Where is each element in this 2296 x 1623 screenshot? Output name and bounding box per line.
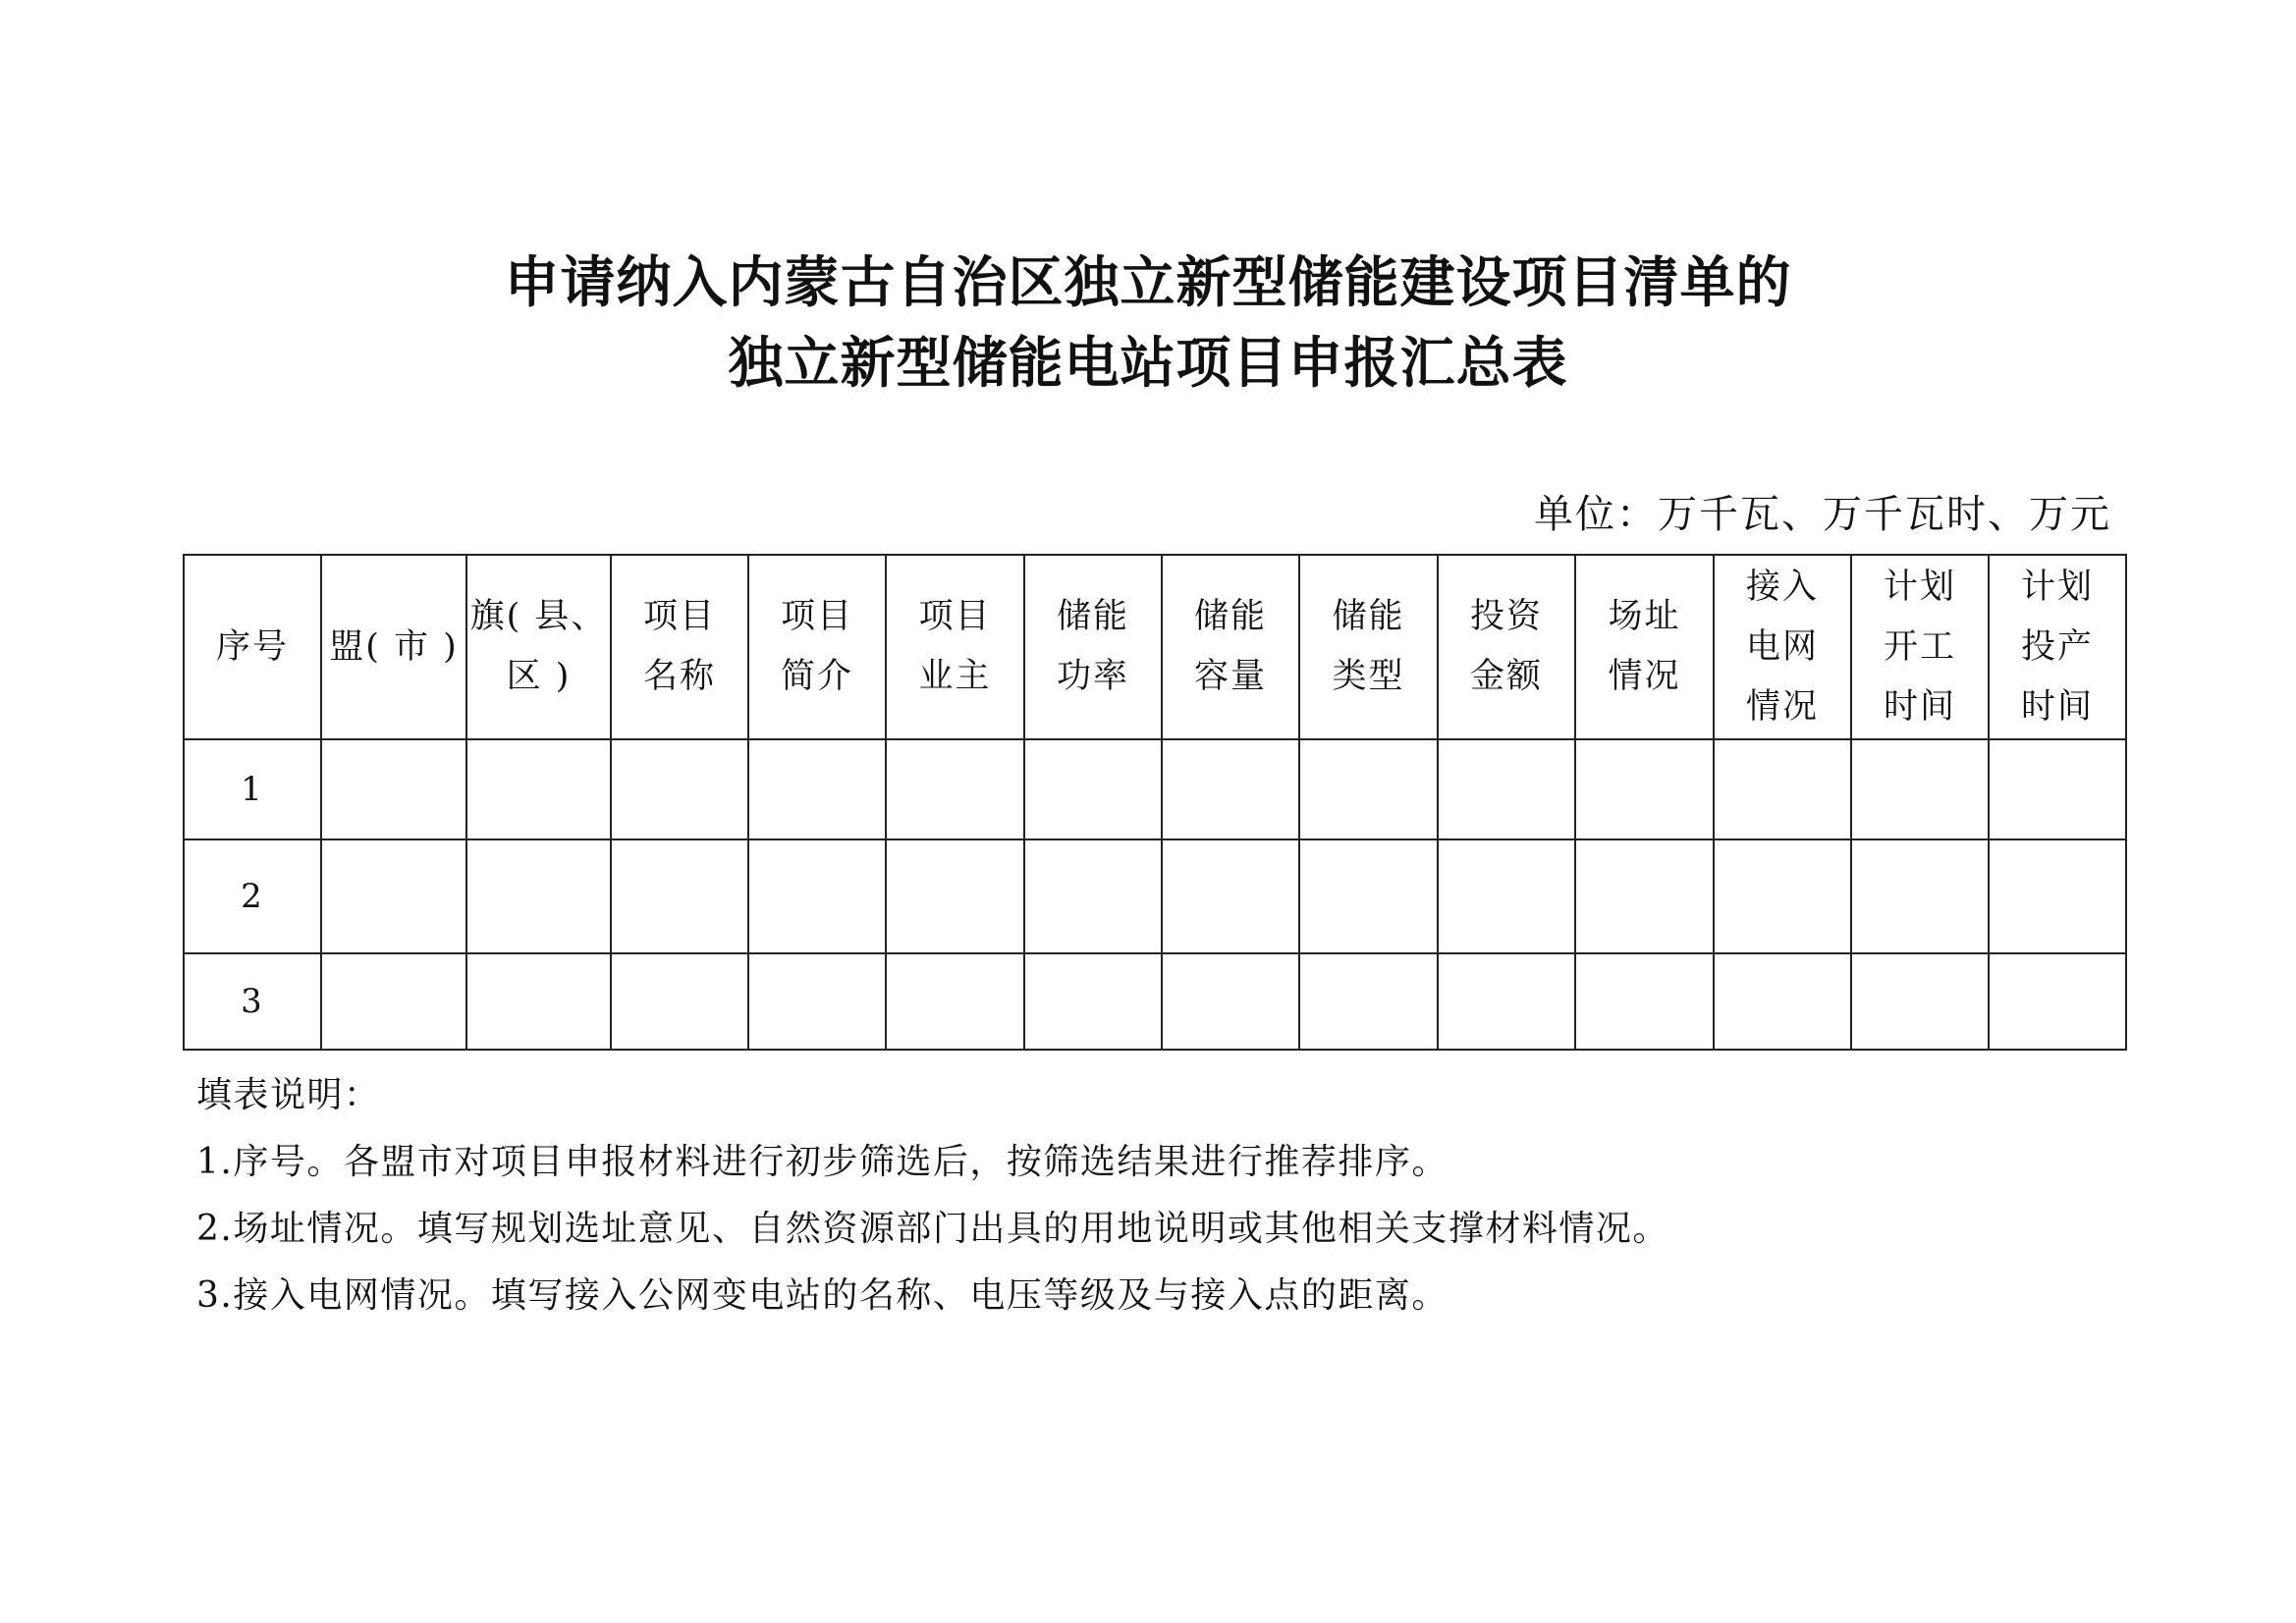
empty-cell	[1438, 739, 1575, 839]
column-header-line: 储能	[1193, 597, 1267, 636]
column-header-line: 电网	[1745, 626, 1819, 667]
column-header-label	[1057, 587, 1129, 707]
column-header-label	[329, 618, 459, 677]
column-header-line: 类型	[1332, 657, 1405, 696]
empty-cell	[1162, 839, 1299, 953]
column-header-line: 区 )	[506, 657, 572, 696]
empty-cell	[321, 739, 466, 839]
empty-cell	[1024, 953, 1162, 1050]
column-header-label	[216, 618, 289, 677]
empty-cell	[466, 739, 611, 839]
document-title	[0, 243, 2296, 405]
row-index-cell: 3	[184, 953, 321, 1050]
column-header-line: 计划	[2020, 567, 2094, 607]
note-item: 3.接入电网情况。填写接入公网变电站的名称、电压等级及与接入点的距离。	[196, 1275, 1449, 1316]
title-line-2: 独立新型储能电站项目申报汇总表	[728, 332, 1568, 396]
column-header	[886, 555, 1024, 739]
column-header-line: 接入	[1745, 567, 1819, 607]
column-header	[184, 555, 321, 739]
column-header-line: 序号	[215, 626, 289, 667]
column-header-label	[470, 587, 608, 707]
empty-cell	[1989, 953, 2126, 1050]
empty-cell	[1575, 953, 1714, 1050]
column-header	[1989, 555, 2126, 739]
empty-cell	[886, 839, 1024, 953]
column-header-label	[643, 587, 716, 707]
column-header-label	[1884, 558, 1956, 737]
title-line-1: 申请纳入内蒙古自治区独立新型储能建设项目清单的	[504, 251, 1792, 315]
column-header-label	[1470, 587, 1543, 707]
empty-cell	[611, 953, 748, 1050]
column-header-label	[1194, 587, 1267, 707]
table-row	[184, 839, 2126, 953]
empty-cell	[1851, 953, 1989, 1050]
column-header	[1575, 555, 1714, 739]
empty-cell	[1438, 953, 1575, 1050]
column-header-line: 场址	[1608, 597, 1681, 636]
empty-cell	[1299, 839, 1438, 953]
empty-cell	[611, 739, 748, 839]
column-header	[1024, 555, 1162, 739]
unit-label: 单位：万千瓦、万千瓦时、万元	[1534, 492, 2111, 537]
column-header	[321, 555, 466, 739]
column-header-line: 开工	[1883, 626, 1956, 667]
column-header-line: 业主	[918, 657, 992, 696]
column-header-line: 项目	[780, 597, 853, 636]
row-index-cell: 1	[184, 739, 321, 839]
column-header-line: 旗( 县、	[469, 597, 608, 636]
empty-cell	[1989, 739, 2126, 839]
column-header-line: 情况	[1608, 657, 1681, 696]
empty-cell	[1714, 839, 1851, 953]
empty-cell	[1299, 739, 1438, 839]
column-header-line: 情况	[1745, 686, 1819, 727]
column-header	[1438, 555, 1575, 739]
column-header-label	[1608, 587, 1680, 707]
summary-table	[183, 554, 2127, 1051]
empty-cell	[1851, 739, 1989, 839]
column-header-line: 计划	[1883, 567, 1956, 607]
column-header-line: 储能	[1332, 597, 1405, 636]
empty-cell	[321, 953, 466, 1050]
note-item: 2.场址情况。填写规划选址意见、自然资源部门出具的用地说明或其他相关支撑材料情况。	[196, 1209, 1669, 1249]
column-header-label	[1332, 587, 1404, 707]
column-header-label	[918, 587, 991, 707]
column-header	[1851, 555, 1989, 739]
empty-cell	[1024, 839, 1162, 953]
table-row	[184, 739, 2126, 839]
empty-cell	[886, 739, 1024, 839]
empty-cell	[886, 953, 1024, 1050]
row-index-cell: 2	[184, 839, 321, 953]
empty-cell	[1714, 739, 1851, 839]
column-header-line: 盟( 市 )	[329, 626, 459, 667]
empty-cell	[1851, 839, 1989, 953]
empty-cell	[1438, 839, 1575, 953]
empty-cell	[1989, 839, 2126, 953]
column-header	[466, 555, 611, 739]
column-header-line: 储能	[1056, 597, 1129, 636]
column-header-label	[781, 587, 853, 707]
table-row	[184, 953, 2126, 1050]
column-header-line: 投资	[1469, 597, 1543, 636]
column-header-label	[2021, 558, 2094, 737]
empty-cell	[1299, 953, 1438, 1050]
empty-cell	[748, 953, 886, 1050]
column-header	[748, 555, 886, 739]
empty-cell	[1162, 739, 1299, 839]
table-header-row	[184, 555, 2126, 739]
empty-cell	[1162, 953, 1299, 1050]
column-header	[1299, 555, 1438, 739]
column-header-line: 项目	[918, 597, 992, 636]
column-header	[611, 555, 748, 739]
fill-instructions	[196, 1062, 2111, 1329]
note-item: 1.序号。各盟市对项目申报材料进行初步筛选后，按筛选结果进行推荐排序。	[196, 1142, 1449, 1182]
empty-cell	[611, 839, 748, 953]
column-header-label	[1746, 558, 1819, 737]
empty-cell	[1575, 739, 1714, 839]
column-header-line: 名称	[642, 657, 716, 696]
column-header-line: 容量	[1193, 657, 1267, 696]
empty-cell	[1024, 739, 1162, 839]
column-header-line: 投产	[2020, 626, 2094, 667]
empty-cell	[1714, 953, 1851, 1050]
column-header-line: 时间	[2020, 686, 2094, 727]
column-header-line: 简介	[780, 657, 853, 696]
empty-cell	[321, 839, 466, 953]
column-header	[1714, 555, 1851, 739]
notes-heading: 填表说明：	[196, 1075, 381, 1115]
column-header-line: 时间	[1883, 686, 1956, 727]
column-header	[1162, 555, 1299, 739]
empty-cell	[748, 839, 886, 953]
column-header-line: 项目	[642, 597, 716, 636]
empty-cell	[1575, 839, 1714, 953]
column-header-line: 功率	[1056, 657, 1129, 696]
column-header-line: 金额	[1469, 657, 1543, 696]
empty-cell	[466, 953, 611, 1050]
empty-cell	[748, 739, 886, 839]
empty-cell	[466, 839, 611, 953]
